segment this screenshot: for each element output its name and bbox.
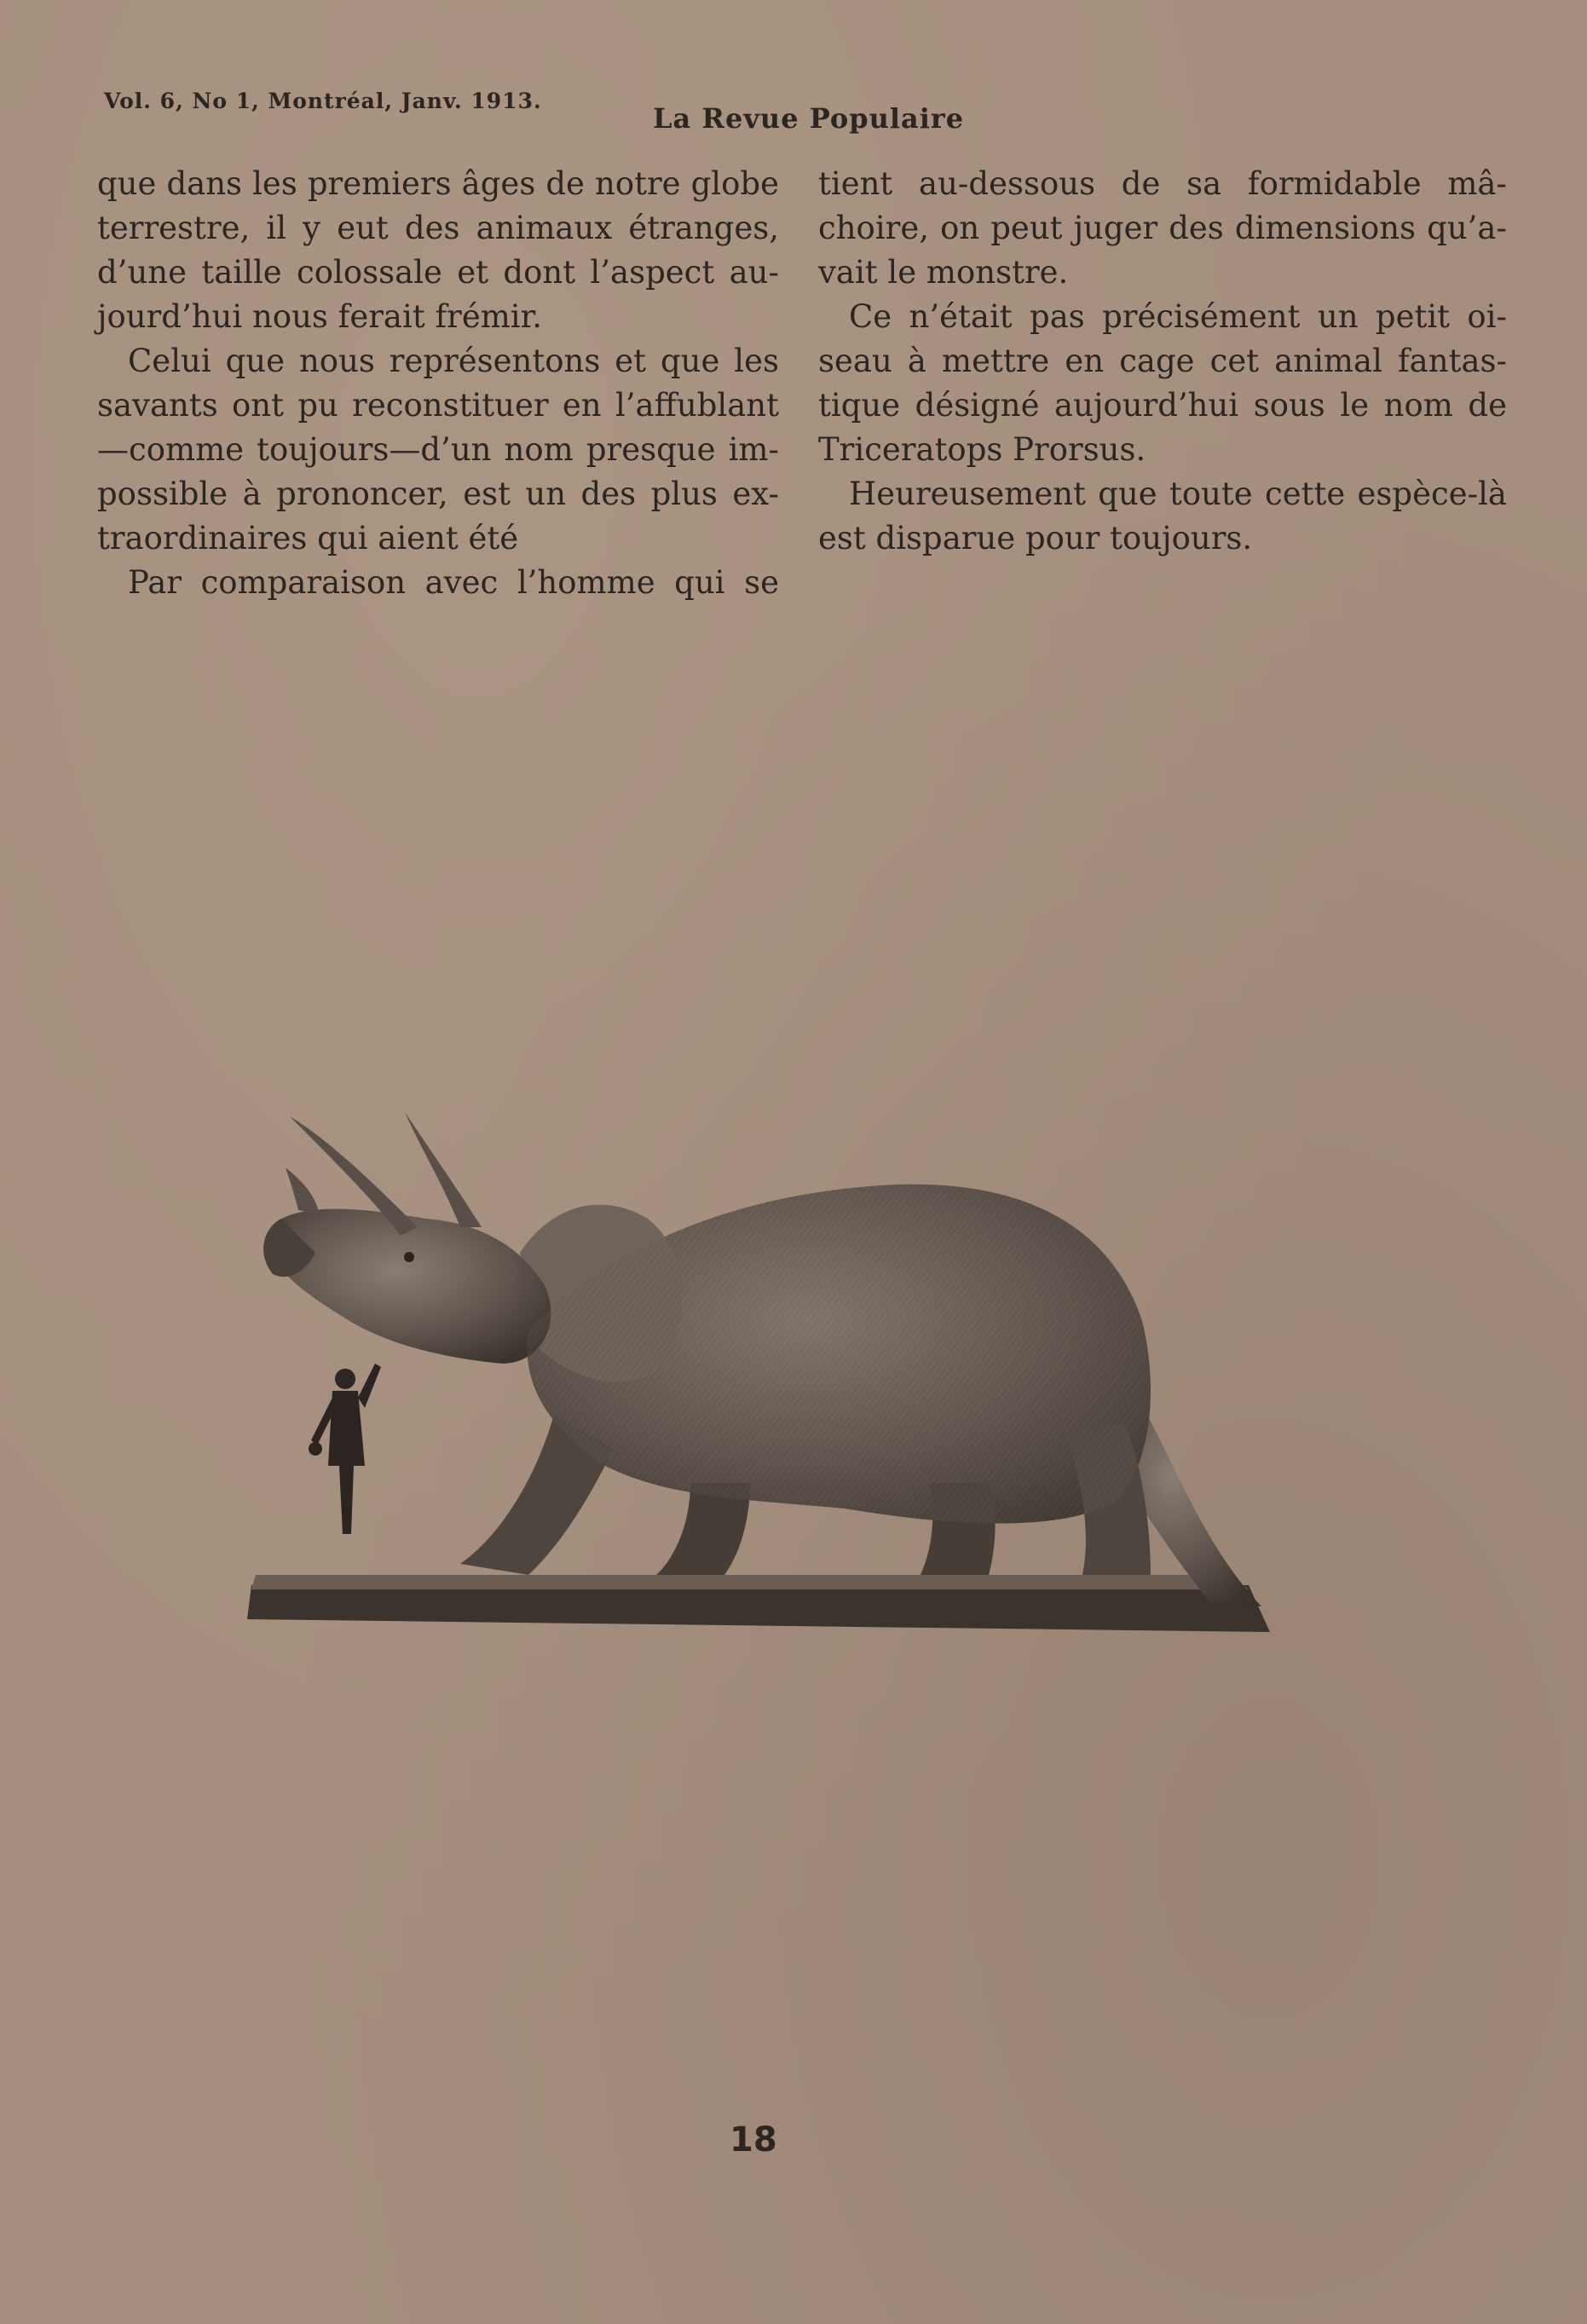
- text-line: est disparue pour toujours.: [818, 520, 1253, 556]
- head: [273, 1208, 551, 1364]
- text-line: traordinaires qui aient été: [97, 520, 519, 556]
- right-column: [818, 162, 1507, 561]
- text-line: d’une taille colossale et dont l’aspect au-: [97, 254, 779, 291]
- text-line: Ce n’était pas précisément un petit oi-: [849, 298, 1507, 335]
- text-line: seau à mettre en cage cet animal fantas-: [818, 343, 1507, 379]
- text-line: terrestre, il y eut des animaux étranges,: [97, 210, 779, 246]
- issue-line: Vol. 6, No 1, Montréal, Janv. 1913.: [104, 89, 542, 113]
- text-line: tient au-dessous de sa formidable mâ-: [818, 165, 1507, 202]
- text-line: que dans les premiers âges de notre globe: [97, 165, 779, 202]
- man-figure: [309, 1364, 381, 1534]
- page-number: 18: [730, 2120, 777, 2160]
- text-line: vait le monstre.: [818, 254, 1069, 291]
- text-line: choire, on peut juger des dimensions qu’a-: [818, 210, 1507, 246]
- text-line: tique désigné aujourd’hui sous le nom de: [818, 387, 1507, 424]
- nose-horn: [286, 1168, 320, 1214]
- text-line: Celui que nous représentons et que les: [128, 343, 779, 379]
- left-column: [97, 162, 779, 605]
- text-line: Heureusement que toute cette espèce-là: [849, 476, 1507, 512]
- text-line: possible à prononcer, est un des plus ex-: [97, 476, 779, 512]
- text-line: —comme toujours—d’un nom presque im-: [97, 431, 779, 468]
- text-line: Triceratops Prorsus.: [818, 431, 1146, 468]
- text-line: Par comparaison avec l’homme qui se: [128, 564, 779, 601]
- magazine-title: La Revue Populaire: [653, 102, 965, 135]
- brow-horn: [405, 1112, 482, 1227]
- text-line: savants ont pu reconstituer en l’affublant: [97, 387, 779, 424]
- triceratops-illustration: [247, 1108, 1287, 1645]
- text-line: jourd’hui nous ferait frémir.: [97, 298, 543, 335]
- pedestal: [247, 1585, 1270, 1632]
